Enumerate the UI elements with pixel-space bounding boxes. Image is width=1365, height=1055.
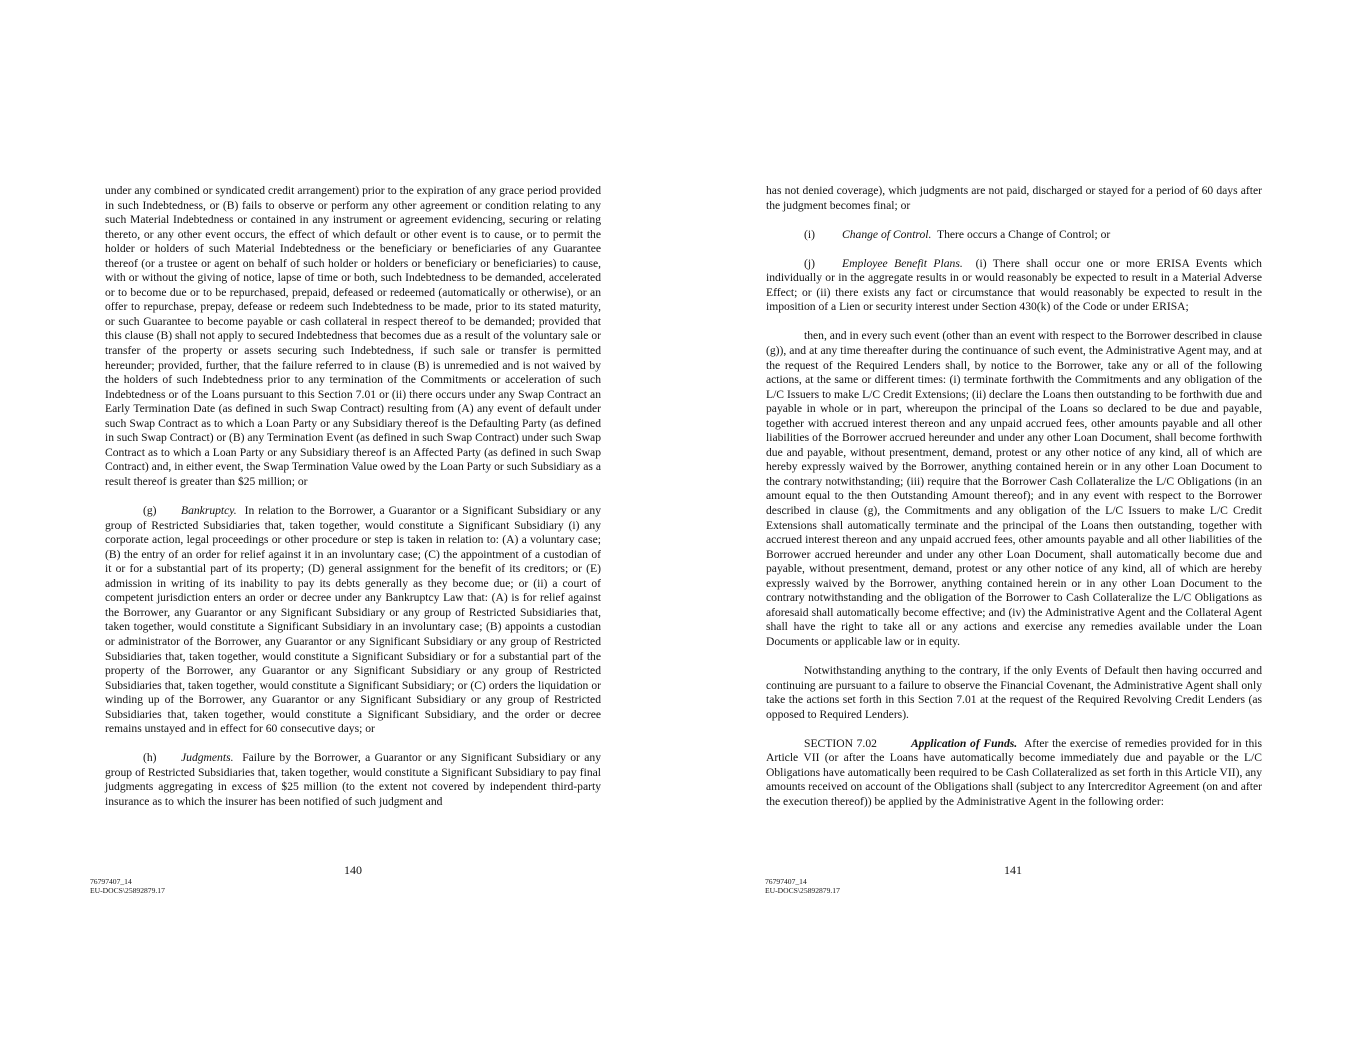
continuation-paragraph: under any combined or syndicated credit arrangement) prior to the expiration of any grace period provided in such Indebtedness, or (B) fails to observe or perform any other agreement or condition relating to any such Material Indebtedness or contained in any instrument or agreement evidencing, securing or relating thereto, or any other event occurs, the effect of which default or other event is to cause, or to permit the holder or holders of such Material Indebtedness or the beneficiary or beneficiaries of any Guarantee thereof (or a trustee or agent on behalf of such holder or holders or beneficiary or beneficiaries) to cause, with or without the giving of notice, lapse of time or both, such Indebtedness to be demanded, accelerated or to become due or to be repurchased, prepaid, defeased or redeemed (automatically or otherwise), or an offer to repurchase, prepay, defease or redeem such Indebtedness to be made, prior to its stated maturity, or such Guarantee to become payable or cash collateral in respect thereof to be demanded; provided that this clause (B) shall not apply to secured Indebtedness that becomes due as a result of the voluntary sale or transfer of the property or assets securing such Indebtedness, if such sale or transfer is permitted hereunder; provided, further, that the failure referred to in clause (B) is unremedied and is not waived by the holders of such Indebtedness prior to any termination of the Commitments or acceleration of such Indebtedness or of the Loans pursuant to this Section 7.01 or (ii) there occurs under any Swap Contract an Early Termination Date (as defined in such Swap Contract) resulting from (A) any event of default under such Swap Contract as to which a Loan Party or any Subsidiary thereof is the Defaulting Party (as defined in such Swap Contract) or (B) any Termination Event (as defined in such Swap Contract) under such Swap Contract as to which a Loan Party or any Subsidiary thereof is an Affected Party (as defined in such Swap Contract) and, in either event, the Swap Termination Value owed by the Loan Party or such Subsidiary as a result thereof is greater than $25 million; or — [105, 184, 601, 488]
section-number: SECTION 7.02 — [804, 736, 877, 750]
clause-heading: Judgments. — [181, 751, 234, 765]
document-id-line-2: EU-DOCS\25892879.17 — [765, 886, 840, 895]
page-141 — [683, 0, 1365, 1055]
page-number: 141 — [1004, 863, 1022, 877]
page-number: 140 — [344, 863, 362, 877]
clause-heading: Employee Benefit Plans. — [842, 256, 963, 270]
clause-i-change-of-control — [766, 228, 1262, 243]
clause-h-judgments — [105, 751, 601, 809]
section-text: After the exercise of remedies provided for in this Article VII (or after the Loans have automatically become immediately due and payable or the L/C Obligations have automatically been required to be Cash Collateralized as set forth in this Article VII), any amounts received on account of the Obligations shall (subject to any Intercreditor Agreement (on and after the execution thereof)) be applied by the Administrative Agent in the following order: — [766, 736, 1262, 808]
document-id-line-1: 76797407_14 — [90, 877, 132, 886]
clause-label: (h) — [143, 751, 157, 765]
document-id — [765, 877, 840, 895]
clause-heading: Bankruptcy. — [181, 504, 237, 518]
clause-text: In relation to the Borrower, a Guarantor or a Significant Subsidiary or any group of Restricted Subsidiaries that, taken together, would constitute a Significant Subsidiary (i) any corporate action, legal proceedings or other procedure or step is taken in relation to: (A) a voluntary case; (B) the entry of an order for relief against it in an involuntary case; (C) the appointment of a custodian of it or for a substantial part of its property; (D) general assignment for the benefit of its creditors; or (E) admission in writing of its inability to pay its debts generally as they become due; or (ii) a court of competent jurisdiction enters an order or decree under any Bankruptcy Law that: (A) is for relief against the Borrower, any Guarantor or any Significant Subsidiary or any group of Restricted Subsidiaries that, taken together, would constitute a Significant Subsidiary in an involuntary case; (B) appoints a custodian or administrator of the Borrower, any Guarantor or any Significant Subsidiary or any group of Restricted Subsidiaries that, taken together, would constitute a Significant Subsidiary or for a substantial part of the property of the Borrower, any Guarantor or any Significant Subsidiary or any group of Restricted Subsidiaries that, taken together, would constitute a Significant Subsidiary; or (C) orders the liquidation or winding up of the Borrower, any Guarantor or any Significant Subsidiary or any group of Restricted Subsidiaries that, taken together, would constitute a Significant Subsidiary, and the order or decree remains unstayed and in effect for 60 consecutive days; or — [105, 504, 602, 736]
clause-g-bankruptcy — [105, 504, 601, 737]
clause-j-employee-benefit-plans — [766, 257, 1262, 315]
section-heading: Application of Funds. — [910, 736, 1018, 750]
continuation-paragraph: has not denied coverage), which judgments are not paid, discharged or stayed for a period of 60 days after the judgment becomes final; or — [766, 184, 1262, 212]
financial-covenant-paragraph: Notwithstanding anything to the contrary, if the only Events of Default then having occurred and continuing are pursuant to a failure to observe the Financial Covenant, the Administrative Agent shall only take the actions set forth in this Section 7.01 at the request of the Required Revolving Credit Lenders (as opposed to Required Lenders). — [766, 664, 1262, 721]
document-id — [90, 877, 165, 895]
right-page-body — [766, 184, 1262, 810]
clause-text: Failure by the Borrower, a Guarantor or any Significant Subsidiary or any group of Restricted Subsidiaries that, taken together, would constitute a Significant Subsidiary to pay final judgments aggregating in excess of $25 million (to the extent not covered by independent third-party insurance as to which the insurer has been notified of such judgment and — [105, 751, 601, 808]
clause-label: (j) — [804, 256, 815, 270]
clause-text: There occurs a Change of Control; or — [937, 227, 1111, 241]
remedies-paragraph: then, and in every such event (other than an event with respect to the Borrower described in clause (g)), and at any time thereafter during the continuance of such event, the Administrative Agent may, and at the request of the Required Lenders shall, by notice to the Borrower, take any or all of the following actions, at the same or different times: (i) terminate forthwith the Commitments and any obligation of the L/C Issuers to make L/C Credit Extensions; (ii) declare the Loans then outstanding to be forthwith due and payable in whole or in part, whereupon the principal of the Loans so declared to be due and payable, together with accrued interest thereon and any unpaid accrued fees, other amounts payable and all other liabilities of the Borrower accrued hereunder and under any other Loan Document, shall become forthwith due and payable, without presentment, demand, protest or any other notice of any kind, all of which are hereby expressly waived by the Borrower, anything contained herein or in any other Loan Document to the contrary notwithstanding; (iii) require that the Borrower Cash Collateralize the L/C Obligations (in an amount equal to the then Outstanding Amount thereof); and in any event with respect to the Borrower described in clause (g), the Commitments and any obligation of the L/C Issuers to make L/C Credit Extensions shall automatically terminate and the principal of the Loans then outstanding, together with accrued interest thereon and any unpaid accrued fees, other amounts payable and all other liabilities of the Borrower accrued hereunder and under any other Loan Document, shall automatically become due and payable, without presentment, demand, protest or any other notice of any kind, all of which are hereby expressly waived by the Borrower, anything contained herein or in any other Loan Document to the contrary notwithstanding and the obligation of the Borrower to Cash Collateralize the L/C Obligations as aforesaid shall automatically become effective; and (iv) the Administrative Agent and the Collateral Agent shall have the right to take all or any actions and exercise any remedies available under the Loan Documents or applicable law or in equity. — [766, 329, 1262, 648]
clause-text: (i) There shall occur one or more ERISA Events which individually or in the aggregate results in or would reasonably be expected to result in a Material Adverse Effect; or (ii) there exists any fact or circumstance that would reasonably be expected to result in the imposition of a Lien or security interest under Section 430(k) of the Code or under ERISA; — [766, 256, 1262, 314]
page-140 — [0, 0, 682, 1055]
clause-label: (g) — [143, 504, 157, 518]
section-7-02-application-of-funds — [766, 737, 1262, 810]
clause-heading: Change of Control. — [842, 227, 932, 241]
document-id-line-1: 76797407_14 — [765, 877, 807, 886]
document-id-line-2: EU-DOCS\25892879.17 — [90, 886, 165, 895]
clause-label: (i) — [804, 227, 815, 241]
left-page-body — [105, 184, 601, 810]
